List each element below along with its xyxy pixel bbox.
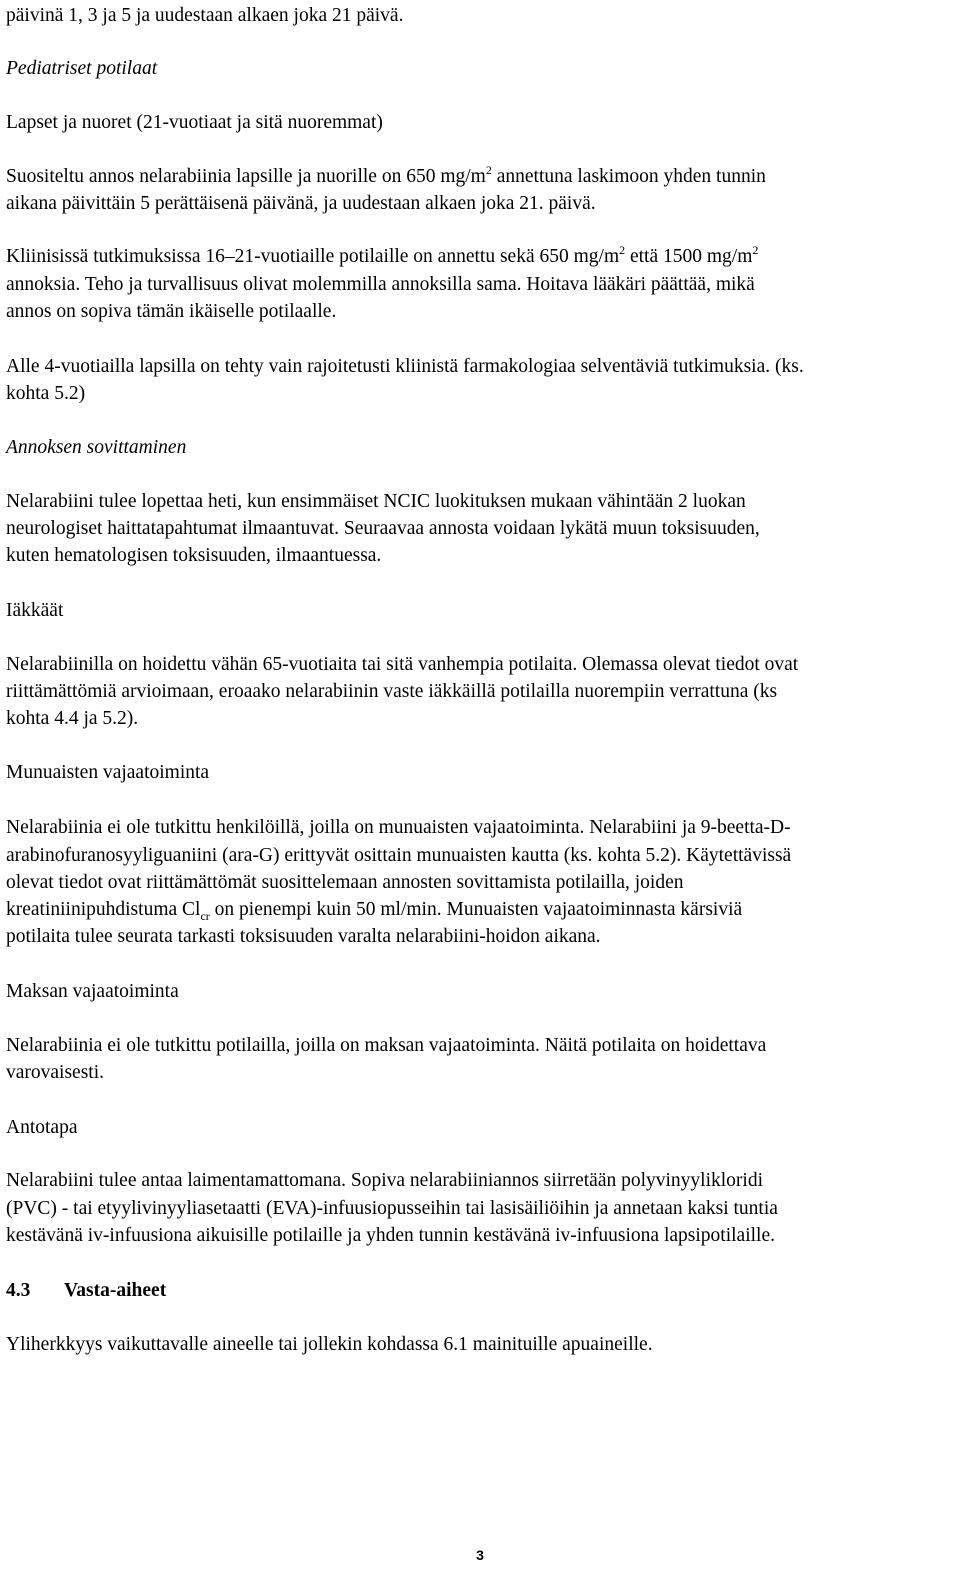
subheading-dose-adjustment: Annoksen sovittaminen: [6, 437, 187, 458]
subheading-administration: Antotapa: [6, 1117, 78, 1138]
subscript: cr: [200, 908, 210, 923]
section-number: 4.3: [6, 1280, 31, 1301]
text-line: päivinä 1, 3 ja 5 ja uudestaan alkaen joka 21 päivä.: [6, 5, 404, 26]
text-line: Nelarabiinilla on hoidettu vähän 65-vuotiaita tai sitä vanhempia potilaita. Olemassa olevat tiedot ovat: [6, 654, 799, 675]
subheading-pediatric: Pediatriset potilaat: [6, 58, 158, 79]
text-line: olevat tiedot ovat riittämättömät suosittelemaan annosten sovittamista potilailla, joiden: [6, 872, 684, 893]
text-line: varovaisesti.: [6, 1062, 105, 1083]
text-line: kestävänä iv-infuusiona aikuisille potilaille ja yhden tunnin kestävänä iv-infuusiona lapsipotilaille.: [6, 1225, 775, 1246]
text-line: Nelarabiini tulee lopettaa heti, kun ensimmäiset NCIC luokituksen mukaan vähintään 2 luokan: [6, 491, 746, 512]
text-line: Lapset ja nuoret (21-vuotiaat ja sitä nuoremmat): [6, 112, 383, 133]
text-line: Nelarabiinia ei ole tutkittu henkilöillä, joilla on munuaisten vajaatoiminta. Nelarabiini ja 9-beetta-D-: [6, 817, 791, 838]
text-line: aikana päivittäin 5 perättäisenä päivänä, ja uudestaan alkaen joka 21. päivä.: [6, 193, 596, 214]
section-title: Vasta-aiheet: [64, 1280, 167, 1301]
text-line: (PVC) - tai etyylivinyyliasetaatti (EVA)-infuusiopusseihin tai lasisäiliöihin ja annetaan kaksi tuntia: [6, 1198, 778, 1219]
text-line: Nelarabiini tulee antaa laimentamattomana. Sopiva nelarabiiniannos siirretään polyvinyylikloridi: [6, 1170, 764, 1191]
subheading-hepatic: Maksan vajaatoiminta: [6, 981, 179, 1002]
text-line: arabinofuranosyyliguaniini (ara-G) erittyvät osittain munuaisten kautta (ks. kohta 5.2). Käytettävissä: [6, 845, 792, 866]
text-line: [6, 163, 950, 191]
superscript: 2: [752, 242, 759, 257]
superscript: 2: [485, 162, 492, 177]
text-line: Yliherkkyys vaikuttavalle aineelle tai jollekin kohdassa 6.1 mainituille apuaineille.: [6, 1334, 653, 1355]
subheading-elderly: Iäkkäät: [6, 600, 64, 621]
text-line: Alle 4-vuotiailla lapsilla on tehty vain rajoitetusti kliinistä farmakologiaa selventäviä tutkimuksia. (ks.: [6, 356, 804, 377]
text-fragment: Kliinisissä tutkimuksissa 16–21-vuotiaille potilaille on annettu sekä 650 mg/m: [6, 246, 620, 267]
text-fragment: kreatiniinipuhdistuma Cl: [6, 899, 201, 920]
text-line: [6, 243, 950, 271]
subheading-renal: Munuaisten vajaatoiminta: [6, 762, 210, 783]
text-line: [6, 896, 950, 924]
text-line: kohta 4.4 ja 5.2).: [6, 708, 139, 729]
text-line: riittämättömiä arvioimaan, eroaako nelarabiinin vaste iäkkäillä potilailla nuorempiin verrattuna (ks: [6, 681, 778, 702]
text-fragment: että 1500 mg/m: [625, 246, 753, 267]
text-line: kohta 5.2): [6, 383, 86, 404]
text-line: kuten hematologisen toksisuuden, ilmaantuessa.: [6, 545, 382, 566]
page-number: 3: [476, 1547, 484, 1563]
text-fragment: on pienempi kuin 50 ml/min. Munuaisten vajaatoiminnasta kärsiviä: [209, 899, 743, 920]
text-line: Nelarabiinia ei ole tutkittu potilailla, joilla on maksan vajaatoiminta. Näitä potilaita on hoidettava: [6, 1035, 767, 1056]
text-fragment: Suositeltu annos nelarabiinia lapsille ja nuorille on 650 mg/m: [6, 166, 486, 187]
text-line: neurologiset haittatapahtumat ilmaantuvat. Seuraavaa annosta voidaan lykätä muun toksisuuden,: [6, 518, 760, 539]
text-line: annoksia. Teho ja turvallisuus olivat molemmilla annoksilla sama. Hoitava lääkäri päättää, mikä: [6, 274, 755, 295]
superscript: 2: [619, 242, 626, 257]
section-heading: [6, 1277, 166, 1305]
text-fragment: annettuna laskimoon yhden tunnin: [491, 166, 766, 187]
text-line: annos on sopiva tämän ikäiselle potilaalle.: [6, 301, 337, 322]
text-line: potilaita tulee seurata tarkasti toksisuuden varalta nelarabiini-hoidon aikana.: [6, 926, 601, 947]
